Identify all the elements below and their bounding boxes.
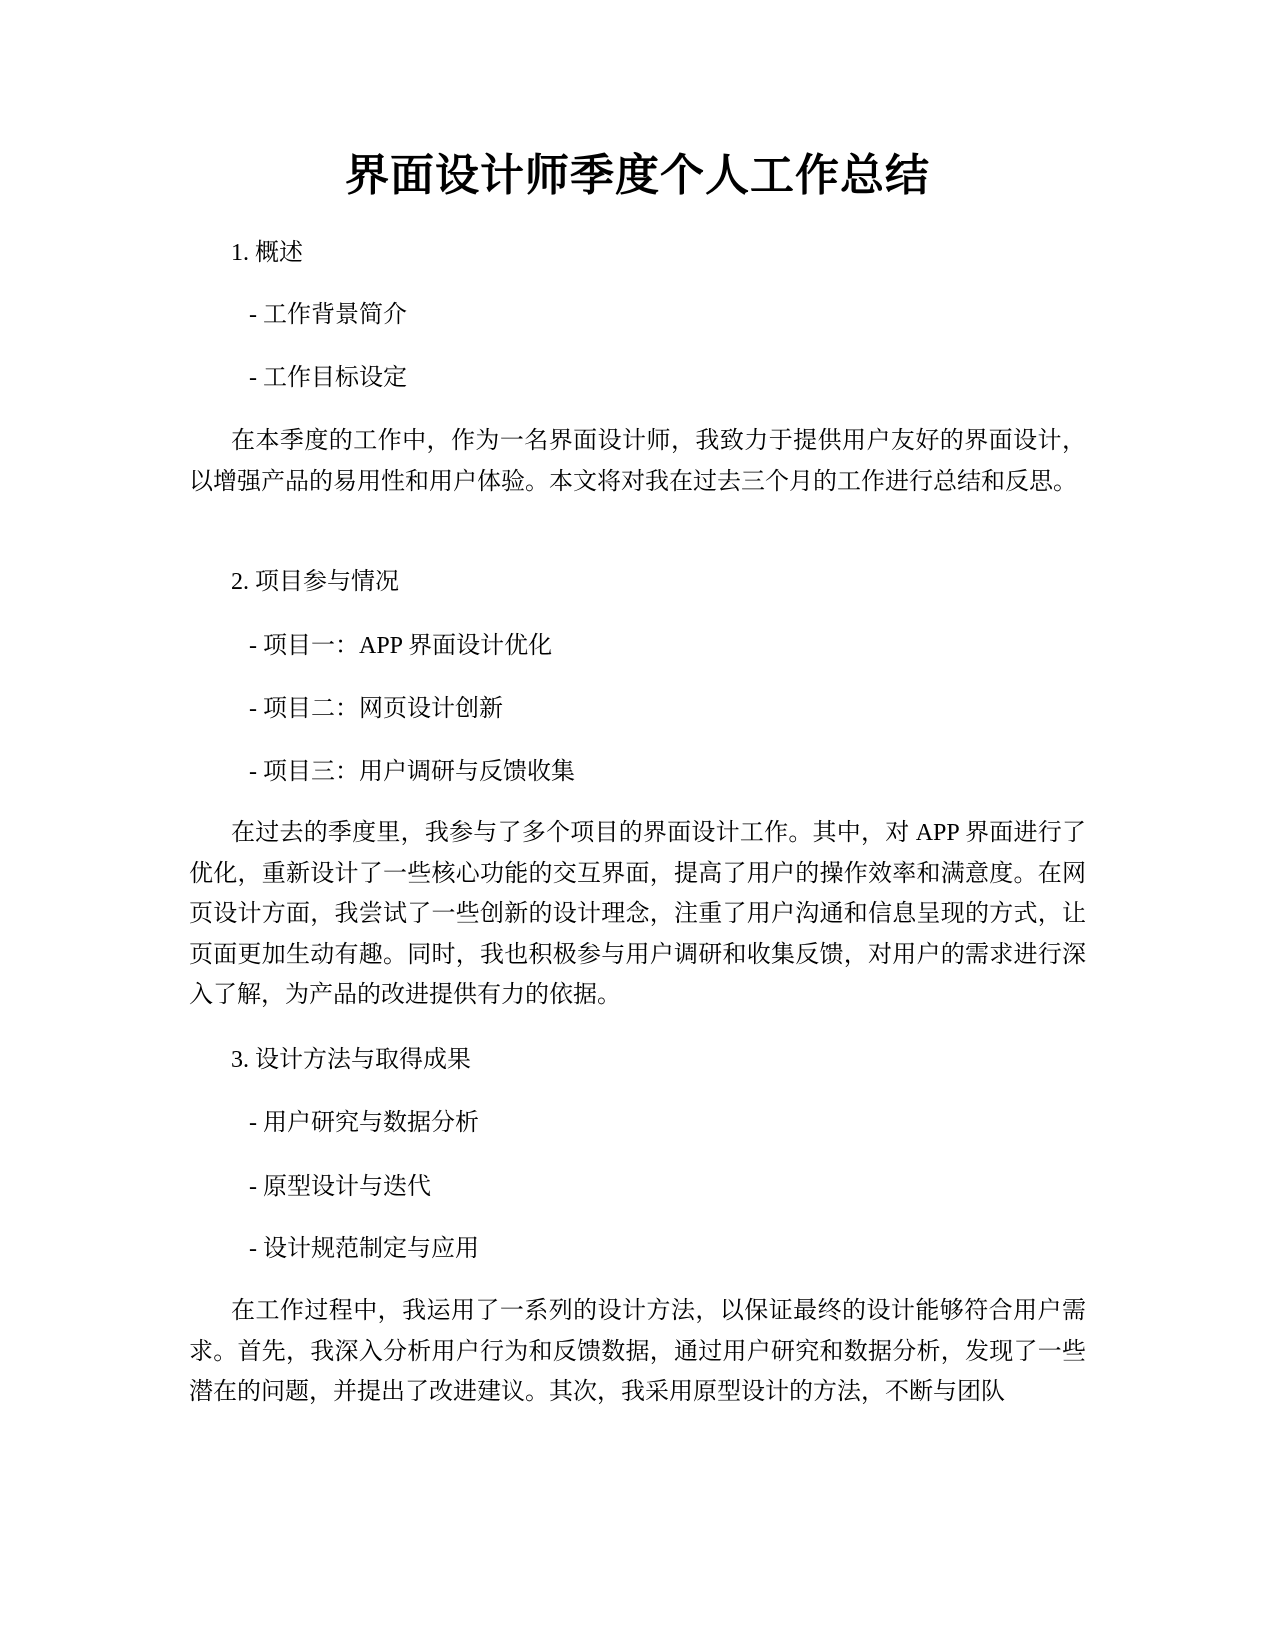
bullet-item: - 用户研究与数据分析 — [249, 1110, 479, 1136]
bullet-item: - 原型设计与迭代 — [249, 1174, 431, 1200]
document-title: 界面设计师季度个人工作总结 — [345, 150, 930, 201]
section-heading: 3. 设计方法与取得成果 — [231, 1047, 471, 1073]
section-heading: 1. 概述 — [231, 240, 303, 266]
body-paragraph: 在工作过程中，我运用了一系列的设计方法，以保证最终的设计能够符合用户需求。首先，我深入分析用户行为和反馈数据，通过用户研究和数据分析，发现了一些潜在的问题，并提出了改进建议。其次，我采用原型设计的方法，不断与团队 — [189, 1298, 1086, 1405]
bullet-item: - 设计规范制定与应用 — [249, 1236, 479, 1262]
section-heading: 2. 项目参与情况 — [231, 569, 399, 595]
body-paragraph: 在过去的季度里，我参与了多个项目的界面设计工作。其中，对 APP 界面进行了优化，重新设计了一些核心功能的交互界面，提高了用户的操作效率和满意度。在网页设计方面，我尝试了一些创新的设计理念，注重了用户沟通和信息呈现的方式，让页面更加生动有趣。同时，我也积极参与用户调研和收集反馈，对用户的需求进行深入了解，为产品的改进提供有力的依据。 — [189, 820, 1086, 1008]
bullet-item: - 工作背景简介 — [249, 302, 407, 328]
bullet-item: - 项目二：网页设计创新 — [249, 696, 503, 722]
body-paragraph: 在本季度的工作中，作为一名界面设计师，我致力于提供用户友好的界面设计，以增强产品的易用性和用户体验。本文将对我在过去三个月的工作进行总结和反思。 — [189, 428, 1086, 495]
bullet-item: - 项目一：APP 界面设计优化 — [249, 633, 553, 659]
bullet-item: - 工作目标设定 — [249, 365, 407, 391]
bullet-item: - 项目三：用户调研与反馈收集 — [249, 759, 575, 785]
